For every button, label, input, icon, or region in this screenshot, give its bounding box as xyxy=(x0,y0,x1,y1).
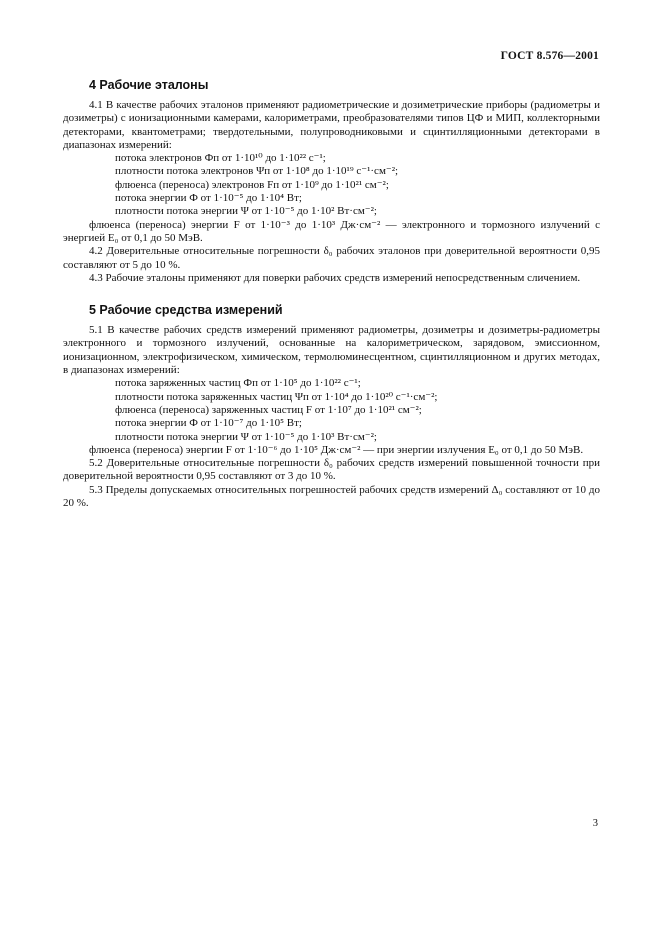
list-item: флюенса (переноса) энергии F от 1·10⁻⁶ до 1·10⁵ Дж·см⁻² — при энергии излучения E₀ от 0,1 до 50 МэВ. xyxy=(89,443,584,456)
paragraph-5-1: 5.1 В качестве рабочих средств измерений применяют радиометры, дозиметры и дозиметры-радиометры электронного и тормозного излучений, основанные на калориметрическом, зарядовом, эмиссионном, ионизационном, электрофизическом, химическом, термолюминесцентном, сцинтилляционном и других методах, в диапазонах измерений: xyxy=(63,324,600,377)
page-number: 3 xyxy=(592,818,598,829)
list-item: плотности потока энергии Ψ от 1·10⁻⁵ до 1·10³ Вт·см⁻²; xyxy=(115,430,377,443)
list-item: потока электронов Фп от 1·10¹⁰ до 1·10²² с⁻¹; xyxy=(115,152,326,165)
section-4-heading: 4 Рабочие эталоны xyxy=(89,78,209,92)
paragraph-5-2: 5.2 Доверительные относительные погрешности δ₀ рабочих средств измерений повышенной точности при доверительной вероятности 0,95 составляют от 3 до 10 %. xyxy=(63,457,600,483)
paragraph-5-3: 5.3 Пределы допускаемых относительных погрешностей рабочих средств измерений Δ₀ составляют от 10 до 20 %. xyxy=(63,483,600,510)
list-item: флюенса (переноса) электронов Fп от 1·10⁹ до 1·10²¹ см⁻²; xyxy=(115,178,389,191)
paragraph-4-3: 4.3 Рабочие эталоны применяют для поверки рабочих средств измерений непосредственным сличением. xyxy=(89,271,581,284)
list-item: флюенса (переноса) энергии F от 1·10⁻³ до 1·10³ Дж·см⁻² — электронного и тормозного излучений с энергией E₀ от 0,1 до 50 МэВ. xyxy=(63,218,600,244)
list-item: потока заряженных частиц Фп от 1·10⁵ до 1·10²² с⁻¹; xyxy=(115,377,361,390)
paragraph-4-2: 4.2 Доверительные относительные погрешности δ₀ рабочих эталонов при доверительной вероятности 0,95 составляют от 5 до 10 %. xyxy=(63,245,600,271)
list-item: флюенса (переноса) заряженных частиц F от 1·10⁷ до 1·10²¹ см⁻²; xyxy=(115,403,422,416)
list-item: потока энергии Ф от 1·10⁻⁷ до 1·10⁵ Вт; xyxy=(115,417,302,430)
section-5-heading: 5 Рабочие средства измерений xyxy=(89,303,283,318)
list-item: плотности потока энергии Ψ от 1·10⁻⁵ до 1·10² Вт·см⁻²; xyxy=(115,205,377,218)
list-item: плотности потока электронов Ψп от 1·10⁸ до 1·10¹⁹ с⁻¹·см⁻²; xyxy=(115,165,399,178)
list-item: потока энергии Ф от 1·10⁻⁵ до 1·10⁴ Вт; xyxy=(115,192,302,205)
list-item: плотности потока заряженных частиц Ψп от 1·10⁴ до 1·10²⁰ с⁻¹·см⁻²; xyxy=(115,390,438,403)
paragraph-4-1: 4.1 В качестве рабочих эталонов применяют радиометрические и дозиметрические приборы (радиометры и дозиметры) с ионизационными камерами, калориметрами, преобразователями типов ЦФ и МИП, коллекторными детекторами, квантометрами; твердотельными, полупроводниковыми и сцинтилляционными детекторами в диапазонах измерений: xyxy=(63,99,600,151)
page-content xyxy=(63,78,600,510)
document-standard-header: ГОСТ 8.576—2001 xyxy=(500,50,599,62)
